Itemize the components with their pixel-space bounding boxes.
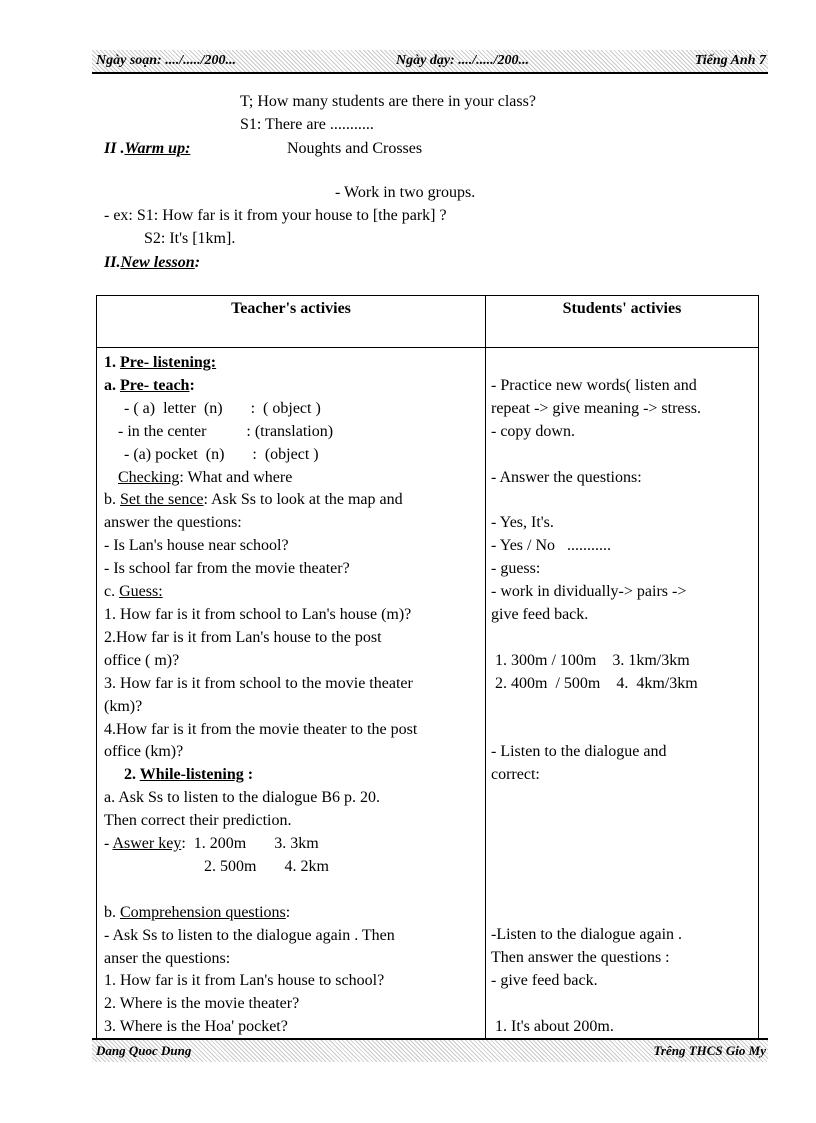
teacher-column-header: Teacher's activies — [97, 296, 486, 348]
page-footer — [92, 1038, 768, 1062]
checking-line: Checking: What and where — [118, 468, 293, 486]
activities-table — [96, 295, 759, 1040]
comprehension-question: 2. Where is the movie theater? — [104, 995, 300, 1013]
guess-answers: 1. 300m / 100m 3. 1km/3km — [491, 651, 690, 669]
student-activity: - give feed back. — [491, 972, 598, 990]
set-scene-line: b. Set the sence: Ask Ss to look at the map and — [104, 491, 403, 509]
warmup-example-2: S2: It's [1km]. — [144, 230, 236, 247]
pre-teach-heading: a. Pre- teach: — [104, 376, 195, 394]
answer-key-line: - Aswer key: 1. 200m 3. 3km — [104, 835, 319, 853]
warmup-instruction: - Work in two groups. — [335, 184, 476, 201]
guess-answers: 2. 400m / 500m 4. 4km/3km — [491, 674, 698, 692]
student-activity: - Practice new words( listen and — [491, 376, 697, 394]
answer-key-line-2: 2. 500m 4. 2km — [204, 857, 329, 875]
student-activity: - guess: — [491, 560, 541, 578]
scene-question: - Is school far from the movie theater? — [104, 560, 350, 578]
warmup-title: Noughts and Crosses — [287, 140, 423, 157]
warmup-example-1: - ex: S1: How far is it from your house to [the park] ? — [104, 207, 447, 224]
student-activities-cell — [486, 348, 759, 1040]
set-scene-line-2: answer the questions: — [104, 514, 242, 532]
comprehension-question: 3. Where is the Hoa' pocket? — [104, 1018, 288, 1036]
guess-question-cont: (km)? — [104, 697, 143, 715]
intro-teacher-question: T; How many students are there in your class? — [240, 93, 536, 110]
comprehension-intro: - Ask Ss to listen to the dialogue again . Then — [104, 926, 395, 944]
student-activity: - Yes, It's. — [491, 514, 554, 532]
header-prep-date: Ngày soạn: ..../...../200... — [96, 53, 236, 68]
footer-school: Trêng THCS Gio My — [653, 1043, 766, 1058]
guess-question: 3. How far is it from school to the movie theater — [104, 674, 413, 692]
student-activity: Then answer the questions : — [491, 949, 670, 967]
page-header — [92, 50, 768, 74]
student-activity: 1. It's about 200m. — [491, 1018, 614, 1036]
while-listening-task: a. Ask Ss to listen to the dialogue B6 p. 20. — [104, 789, 380, 807]
student-activity: -Listen to the dialogue again . — [491, 926, 683, 944]
header-subject: Tiếng Anh 7 — [694, 53, 766, 68]
comprehension-intro-2: anser the questions: — [104, 949, 231, 967]
student-activity: give feed back. — [491, 605, 589, 623]
guess-question-cont: office ( m)? — [104, 651, 180, 669]
new-lesson-heading: II.New lesson: — [104, 254, 201, 271]
while-listening-task-2: Then correct their prediction. — [104, 812, 292, 830]
scene-question: - Is Lan's house near school? — [104, 537, 289, 555]
student-column-header: Students' activies — [486, 296, 759, 348]
header-teach-date: Ngày dạy: ..../...../200... — [396, 53, 529, 68]
student-activity: - Listen to the dialogue and — [491, 743, 667, 761]
student-activity: - copy down. — [491, 422, 575, 440]
student-activity: - work in dividually-> pairs -> — [491, 583, 687, 601]
guess-heading: c. Guess: — [104, 583, 163, 601]
guess-question: 2.How far is it from Lan's house to the post — [104, 628, 382, 646]
footer-author: Dang Quoc Dung — [96, 1043, 192, 1058]
guess-question: 1. How far is it from school to Lan's house (m)? — [104, 605, 412, 623]
vocab-item: - in the center : (translation) — [118, 422, 334, 440]
pre-listening-heading: 1. Pre- listening: — [104, 354, 217, 371]
guess-question-cont: office (km)? — [104, 743, 184, 761]
teacher-activities-cell — [97, 348, 486, 1040]
comprehension-question: 1. How far is it from Lan's house to school? — [104, 972, 385, 990]
guess-question: 4.How far is it from the movie theater to the post — [104, 720, 418, 738]
intro-student-answer: S1: There are ........... — [240, 116, 374, 133]
vocab-item: - (a) pocket (n) : (object ) — [124, 445, 319, 463]
vocab-item: - ( a) letter (n) : ( object ) — [124, 399, 321, 417]
comprehension-heading: b. Comprehension questions: — [104, 903, 291, 921]
student-activity: repeat -> give meaning -> stress. — [491, 399, 701, 417]
student-activity: - Yes / No ........... — [491, 537, 612, 555]
student-activity: correct: — [491, 766, 540, 784]
warmup-heading: II .Warm up: — [104, 140, 191, 157]
while-listening-heading: 2. While-listening : — [124, 766, 254, 784]
student-activity: - Answer the questions: — [491, 468, 642, 486]
